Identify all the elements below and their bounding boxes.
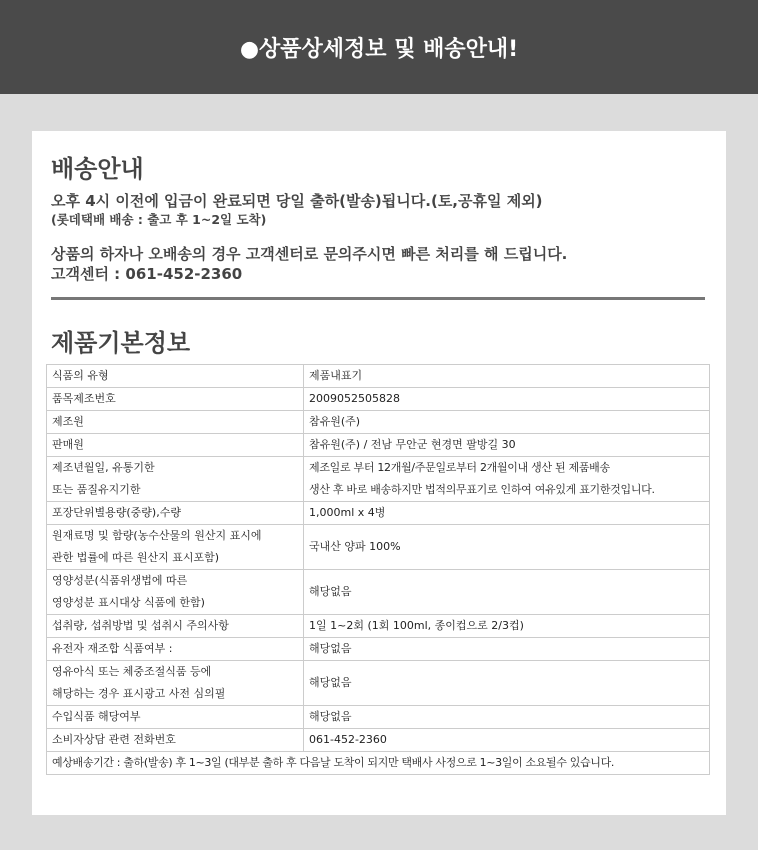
section-divider (51, 297, 705, 300)
product-info-table (46, 364, 710, 775)
row-label: 영유아식 또는 체중조절식품 등에 해당하는 경우 표시광고 사전 심의필 (47, 661, 304, 706)
table-row (47, 525, 710, 570)
table-row (47, 388, 710, 411)
table-row (47, 570, 710, 615)
content-card (32, 131, 726, 815)
row-value: 해당없음 (304, 661, 710, 706)
header-title: ●상품상세정보 및 배송안내! (239, 36, 519, 62)
row-label: 유전자 재조합 식품여부 : (47, 638, 304, 661)
shipping-line-2: (롯데택배 배송 : 출고 후 1~2일 도착) (51, 212, 267, 227)
row-label: 품목제조번호 (47, 388, 304, 411)
row-label: 포장단위별용량(중량),수량 (47, 502, 304, 525)
row-value: 해당없음 (304, 638, 710, 661)
row-value: 1일 1~2회 (1회 100ml, 종이컵으로 2/3컵) (304, 615, 710, 638)
row-value: 참유원(주) / 전남 무안군 현경면 팔방길 30 (304, 434, 710, 457)
table-row (47, 752, 710, 775)
row-label: 제조년월일, 유통기한 또는 품질유지기한 (47, 457, 304, 502)
row-value: 2009052505828 (304, 388, 710, 411)
table-row (47, 661, 710, 706)
row-value: 해당없음 (304, 706, 710, 729)
delivery-period-note: 예상배송기간 : 출하(발송) 후 1~3일 (대부분 출하 후 다음날 도착이 되지만 택배사 사정으로 1~3일이 소요될수 있습니다. (47, 752, 710, 775)
header-banner (0, 0, 758, 94)
row-value: 국내산 양파 100% (304, 525, 710, 570)
table-row (47, 411, 710, 434)
row-label: 식품의 유형 (47, 365, 304, 388)
product-info-title: 제품기본정보 (51, 329, 191, 357)
table-row (47, 706, 710, 729)
table-row (47, 434, 710, 457)
row-label: 섭취량, 섭취방법 및 섭취시 주의사항 (47, 615, 304, 638)
table-row (47, 615, 710, 638)
shipping-line-1: 오후 4시 이전에 입금이 완료되면 당일 출하(발송)됩니다.(토,공휴일 제외) (51, 192, 543, 210)
shipping-title: 배송안내 (51, 155, 144, 183)
row-value: 1,000ml x 4병 (304, 502, 710, 525)
row-label: 원재료명 및 함량(농수산물의 원산지 표시에 관한 법률에 따른 원산지 표시포함) (47, 525, 304, 570)
table-row (47, 638, 710, 661)
shipping-line-3: 상품의 하자나 오배송의 경우 고객센터로 문의주시면 빠른 처리를 해 드립니다. (51, 245, 568, 263)
row-label: 수입식품 해당여부 (47, 706, 304, 729)
row-value: 제조일로 부터 12개월/주문일로부터 2개월이내 생산 된 제품배송 생산 후 바로 배송하지만 법적의무표기로 인하여 여유있게 표기한것입니다. (304, 457, 710, 502)
row-value: 해당없음 (304, 570, 710, 615)
table-row (47, 365, 710, 388)
table-row (47, 502, 710, 525)
customer-center-phone: 고객센터 : 061-452-2360 (51, 265, 243, 283)
row-value: 참유원(주) (304, 411, 710, 434)
table-row (47, 729, 710, 752)
row-label: 소비자상담 관련 전화번호 (47, 729, 304, 752)
row-label: 영양성분(식품위생법에 따른 영양성분 표시대상 식품에 한함) (47, 570, 304, 615)
row-label: 제조원 (47, 411, 304, 434)
row-label: 판매원 (47, 434, 304, 457)
row-value: 제품내표기 (304, 365, 710, 388)
row-value: 061-452-2360 (304, 729, 710, 752)
table-row (47, 457, 710, 502)
